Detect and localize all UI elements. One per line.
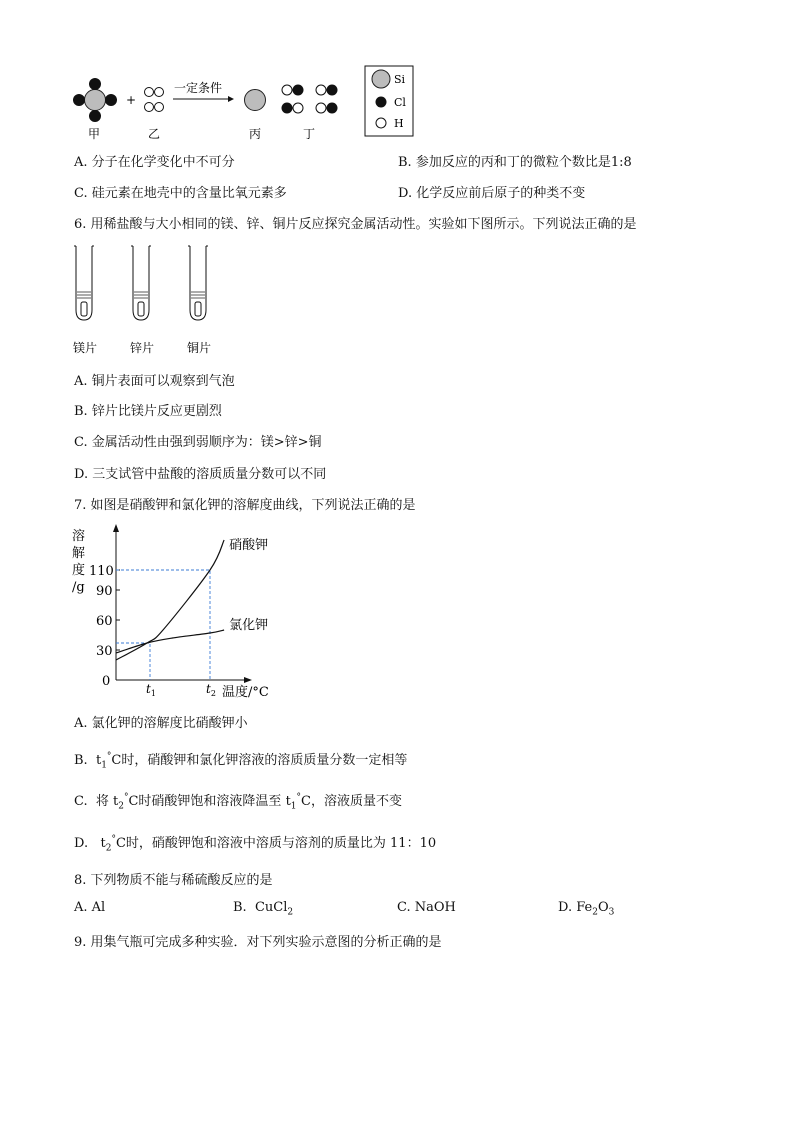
q7-option-b-deg: ° [106,751,112,762]
q8-option-a: A. Al [74,900,106,915]
plus-sign: + [126,93,137,107]
q7-option-c-text: C，溶液质量不变 [301,794,402,809]
q5-option-c: C. 硅元素在地壳中的含量比氧元素多 [74,186,287,201]
q9-stem: 9. 用集气瓶可完成多种实验．对下列实验示意图的分析正确的是 [74,935,442,950]
q8-option-d [558,900,614,918]
legend-si: Si [394,73,406,86]
y-tick-label: 30 [96,644,113,659]
q5-option-b: B. 参加反应的丙和丁的微粒个数比是1:8 [398,155,632,170]
reaction-diagram [60,60,420,142]
q8-option-b-text: B. CuCl [233,900,288,915]
series-label-1: 硝酸钾 [229,538,269,553]
molecule-yi [145,88,164,112]
q7-option-d-sub: 2 [105,843,112,854]
q7-option-c-deg: ° [123,792,129,803]
y-axis-label: /g [72,580,85,595]
series-line-2 [116,630,224,653]
q5-option-a: A. 分子在化学变化中不可分 [74,155,235,170]
q7-option-c-mid: C时硝酸钾饱和溶液降温至 t [128,794,291,809]
test-tube-label: 铜片 [187,341,212,355]
q5-option-d: D. 化学反应前后原子的种类不变 [398,186,586,201]
q8-stem: 8. 下列物质不能与稀硫酸反应的是 [74,873,273,888]
molecule-jia [73,78,117,122]
q7-option-b [74,749,407,771]
q6-option-b: B. 锌片比镁片反应更剧烈 [74,404,222,419]
q7-option-d-deg: ° [111,834,116,845]
guide-t1 [116,643,150,680]
y-tick-label: 0 [102,674,111,689]
test-tube-2 [130,246,154,355]
reaction-arrow-icon [173,96,234,102]
q8-option-b [233,900,293,918]
q7-option-b-text: C时，硝酸钾和氯化钾溶液的溶质质量分数一定相等 [111,753,408,768]
x-tick-label-t1: $t_1$ [146,682,156,698]
y-axis-label: 溶 [72,529,86,544]
q7-option-a: A. 氯化钾的溶解度比硝酸钾小 [74,716,248,731]
test-tubes-diagram [66,240,236,360]
y-tick-label: 110 [89,564,114,579]
series-line-1 [116,540,224,660]
q7-option-d [74,832,436,854]
q8-option-d-sub2: 3 [608,907,615,918]
q7-option-c-deg2: ° [296,792,302,803]
q8-option-d-sub1: 2 [592,907,598,918]
q7-option-b-prefix: B. [74,753,96,768]
q7-option-b-sub: 1 [101,760,107,771]
q7-option-c-sub2: 1 [290,801,297,812]
q6-option-d: D. 三支试管中盐酸的溶质质量分数可以不同 [74,467,327,482]
q7-option-c-prefix: C. 将 t [74,794,119,809]
test-tube-3 [187,246,211,355]
x-axis-label: 温度/°C [222,685,269,700]
molecule-ding [282,85,338,114]
solubility-chart [66,520,296,705]
q6-stem: 6. 用稀盐酸与大小相同的镁、锌、铜片反应探究金属活动性。实验如下图所示。下列说法正确的是 [74,217,637,232]
y-axis-label: 度 [72,563,86,578]
label-bing: 丙 [249,127,262,141]
q7-option-c-sub: 2 [118,801,124,812]
test-tube-1 [73,246,97,355]
q7-stem: 7. 如图是硝酸钾和氯化钾的溶解度曲线，下列说法正确的是 [74,498,416,513]
series-label-2: 氯化钾 [229,618,269,633]
y-axis-arrow-icon [113,524,119,532]
test-tube-label: 锌片 [130,341,155,355]
x-axis-arrow-icon [244,677,252,683]
atom-legend [365,66,413,136]
q6-option-a: A. 铜片表面可以观察到气泡 [74,374,235,389]
guide-t2 [116,570,210,680]
q8-option-d-text: D. Fe [558,900,593,915]
q7-option-c [74,790,402,812]
arrow-condition-label: 一定条件 [174,81,223,95]
molecule-bing [245,90,266,111]
q6-option-c: C. 金属活动性由强到弱顺序为：镁>锌>铜 [74,435,322,450]
y-tick-label: 90 [96,584,113,599]
q7-option-d-prefix: D. t [74,836,106,851]
label-jia: 甲 [88,127,101,141]
legend-cl: Cl [394,96,406,109]
x-tick-label-t2: $t_2$ [206,682,216,698]
label-ding: 丁 [303,127,316,141]
q8-option-d-mid: O [597,900,609,915]
q7-option-b-t: t [95,753,102,768]
legend-h: H [394,117,404,130]
y-axis-label: 解 [72,546,86,561]
q8-option-b-sub: 2 [287,907,294,918]
label-yi: 乙 [148,127,161,141]
test-tube-label: 镁片 [73,341,98,355]
y-tick-label: 60 [96,614,113,629]
q8-option-c: C. NaOH [397,900,456,915]
q7-option-d-text: C时，硝酸钾饱和溶液中溶质与溶剂的质量比为 11：10 [115,836,437,851]
